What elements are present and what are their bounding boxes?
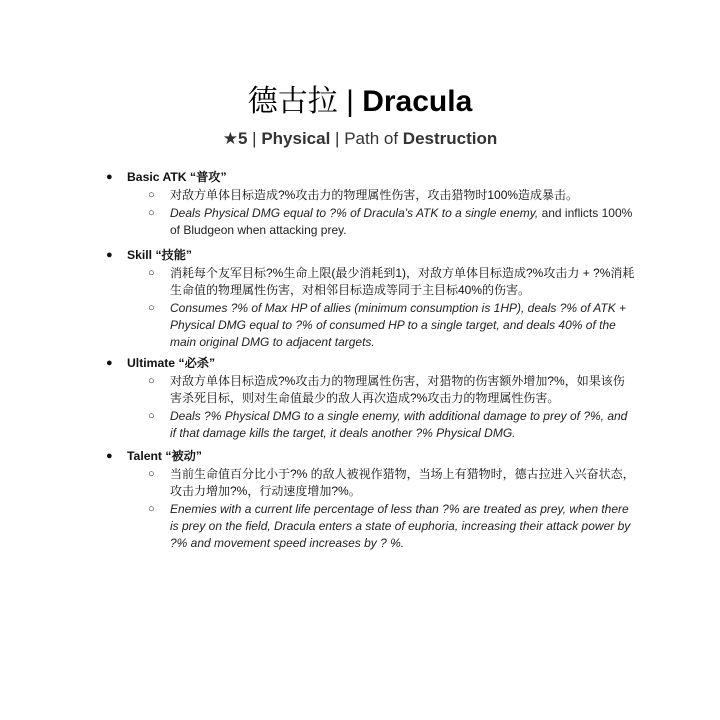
chinese-description: ○ 对敌方单体目标造成?%攻击力的物理属性伤害，攻击猎物时100%造成暴击。 bbox=[148, 188, 579, 202]
section-talent bbox=[106, 448, 646, 552]
chinese-description: ○ 当前生命值百分比小于?% 的敌人被视作猎物，当场上有猎物时，德古拉进入兴奋状态，攻击力增加?%，行动速度增加?%。 bbox=[148, 467, 635, 498]
bullet-icon: ● bbox=[106, 249, 113, 261]
path-prefix: Path of bbox=[344, 129, 403, 148]
page-title bbox=[0, 84, 720, 120]
section-heading: ● Skill “技能” bbox=[106, 248, 193, 262]
english-description: ○ Enemies with a current life percentage of less than ?% are treated as prey, when there is prey on the field, Dracula enters a state of euphoria, increasing their attack power by ?% and movement speed increases by ? %. bbox=[148, 502, 631, 550]
circle-bullet-icon: ○ bbox=[148, 468, 155, 480]
rarity-stars: ★5 bbox=[222, 129, 248, 148]
bullet-icon: ● bbox=[106, 450, 113, 462]
section-heading: ● Basic ATK “普攻” bbox=[106, 170, 227, 184]
circle-bullet-icon: ○ bbox=[148, 189, 155, 201]
subtitle-separator: | bbox=[330, 129, 345, 148]
english-description: ○ Consumes ?% of Max HP of allies (minimum consumption is 1HP), deals ?% of ATK + Physical DMG equal to ?% of consumed HP to a single target, and deals 40% of the main original DMG to adjacent targets. bbox=[148, 301, 627, 349]
section-ultimate bbox=[106, 355, 646, 442]
circle-bullet-icon: ○ bbox=[148, 410, 155, 422]
chinese-description: ○ 消耗每个友军目标?%生命上限(最少消耗到1)，对敌方单体目标造成?%攻击力 + ?%消耗生命值的物理属性伤害，对相邻目标造成等同于主目标40%的伤害。 bbox=[148, 266, 635, 297]
section-basic-atk bbox=[106, 169, 646, 239]
bullet-icon: ● bbox=[106, 171, 113, 183]
path-name: Destruction bbox=[402, 129, 498, 148]
circle-bullet-icon: ○ bbox=[148, 375, 155, 387]
circle-bullet-icon: ○ bbox=[148, 207, 155, 219]
title-chinese: 德古拉 bbox=[247, 85, 338, 118]
english-description: ○ Deals ?% Physical DMG to a single enemy, with additional damage to prey of ?%, and if that damage kills the target, it deals another ?% Physical DMG. bbox=[148, 409, 628, 440]
section-heading: ● Talent “被动” bbox=[106, 449, 202, 463]
damage-type: Physical bbox=[261, 129, 331, 148]
circle-bullet-icon: ○ bbox=[148, 267, 155, 279]
subtitle-separator: | bbox=[247, 129, 262, 148]
english-description: ○ Deals Physical DMG equal to ?% of Dracula's ATK to a single enemy, and inflicts 100% of Bludgeon when attacking prey. bbox=[148, 206, 633, 237]
bullet-icon: ● bbox=[106, 357, 113, 369]
title-separator: | bbox=[337, 85, 363, 118]
page-subtitle bbox=[0, 127, 720, 151]
circle-bullet-icon: ○ bbox=[148, 503, 155, 515]
circle-bullet-icon: ○ bbox=[148, 302, 155, 314]
title-english: Dracula bbox=[362, 85, 473, 118]
chinese-description: ○ 对敌方单体目标造成?%攻击力的物理属性伤害，对猎物的伤害额外增加?%，如果该伤害杀死目标，则对生命值最少的敌人再次造成?%攻击力的物理属性伤害。 bbox=[148, 374, 625, 405]
section-heading: ● Ultimate “必杀” bbox=[106, 356, 216, 370]
section-skill bbox=[106, 247, 646, 351]
